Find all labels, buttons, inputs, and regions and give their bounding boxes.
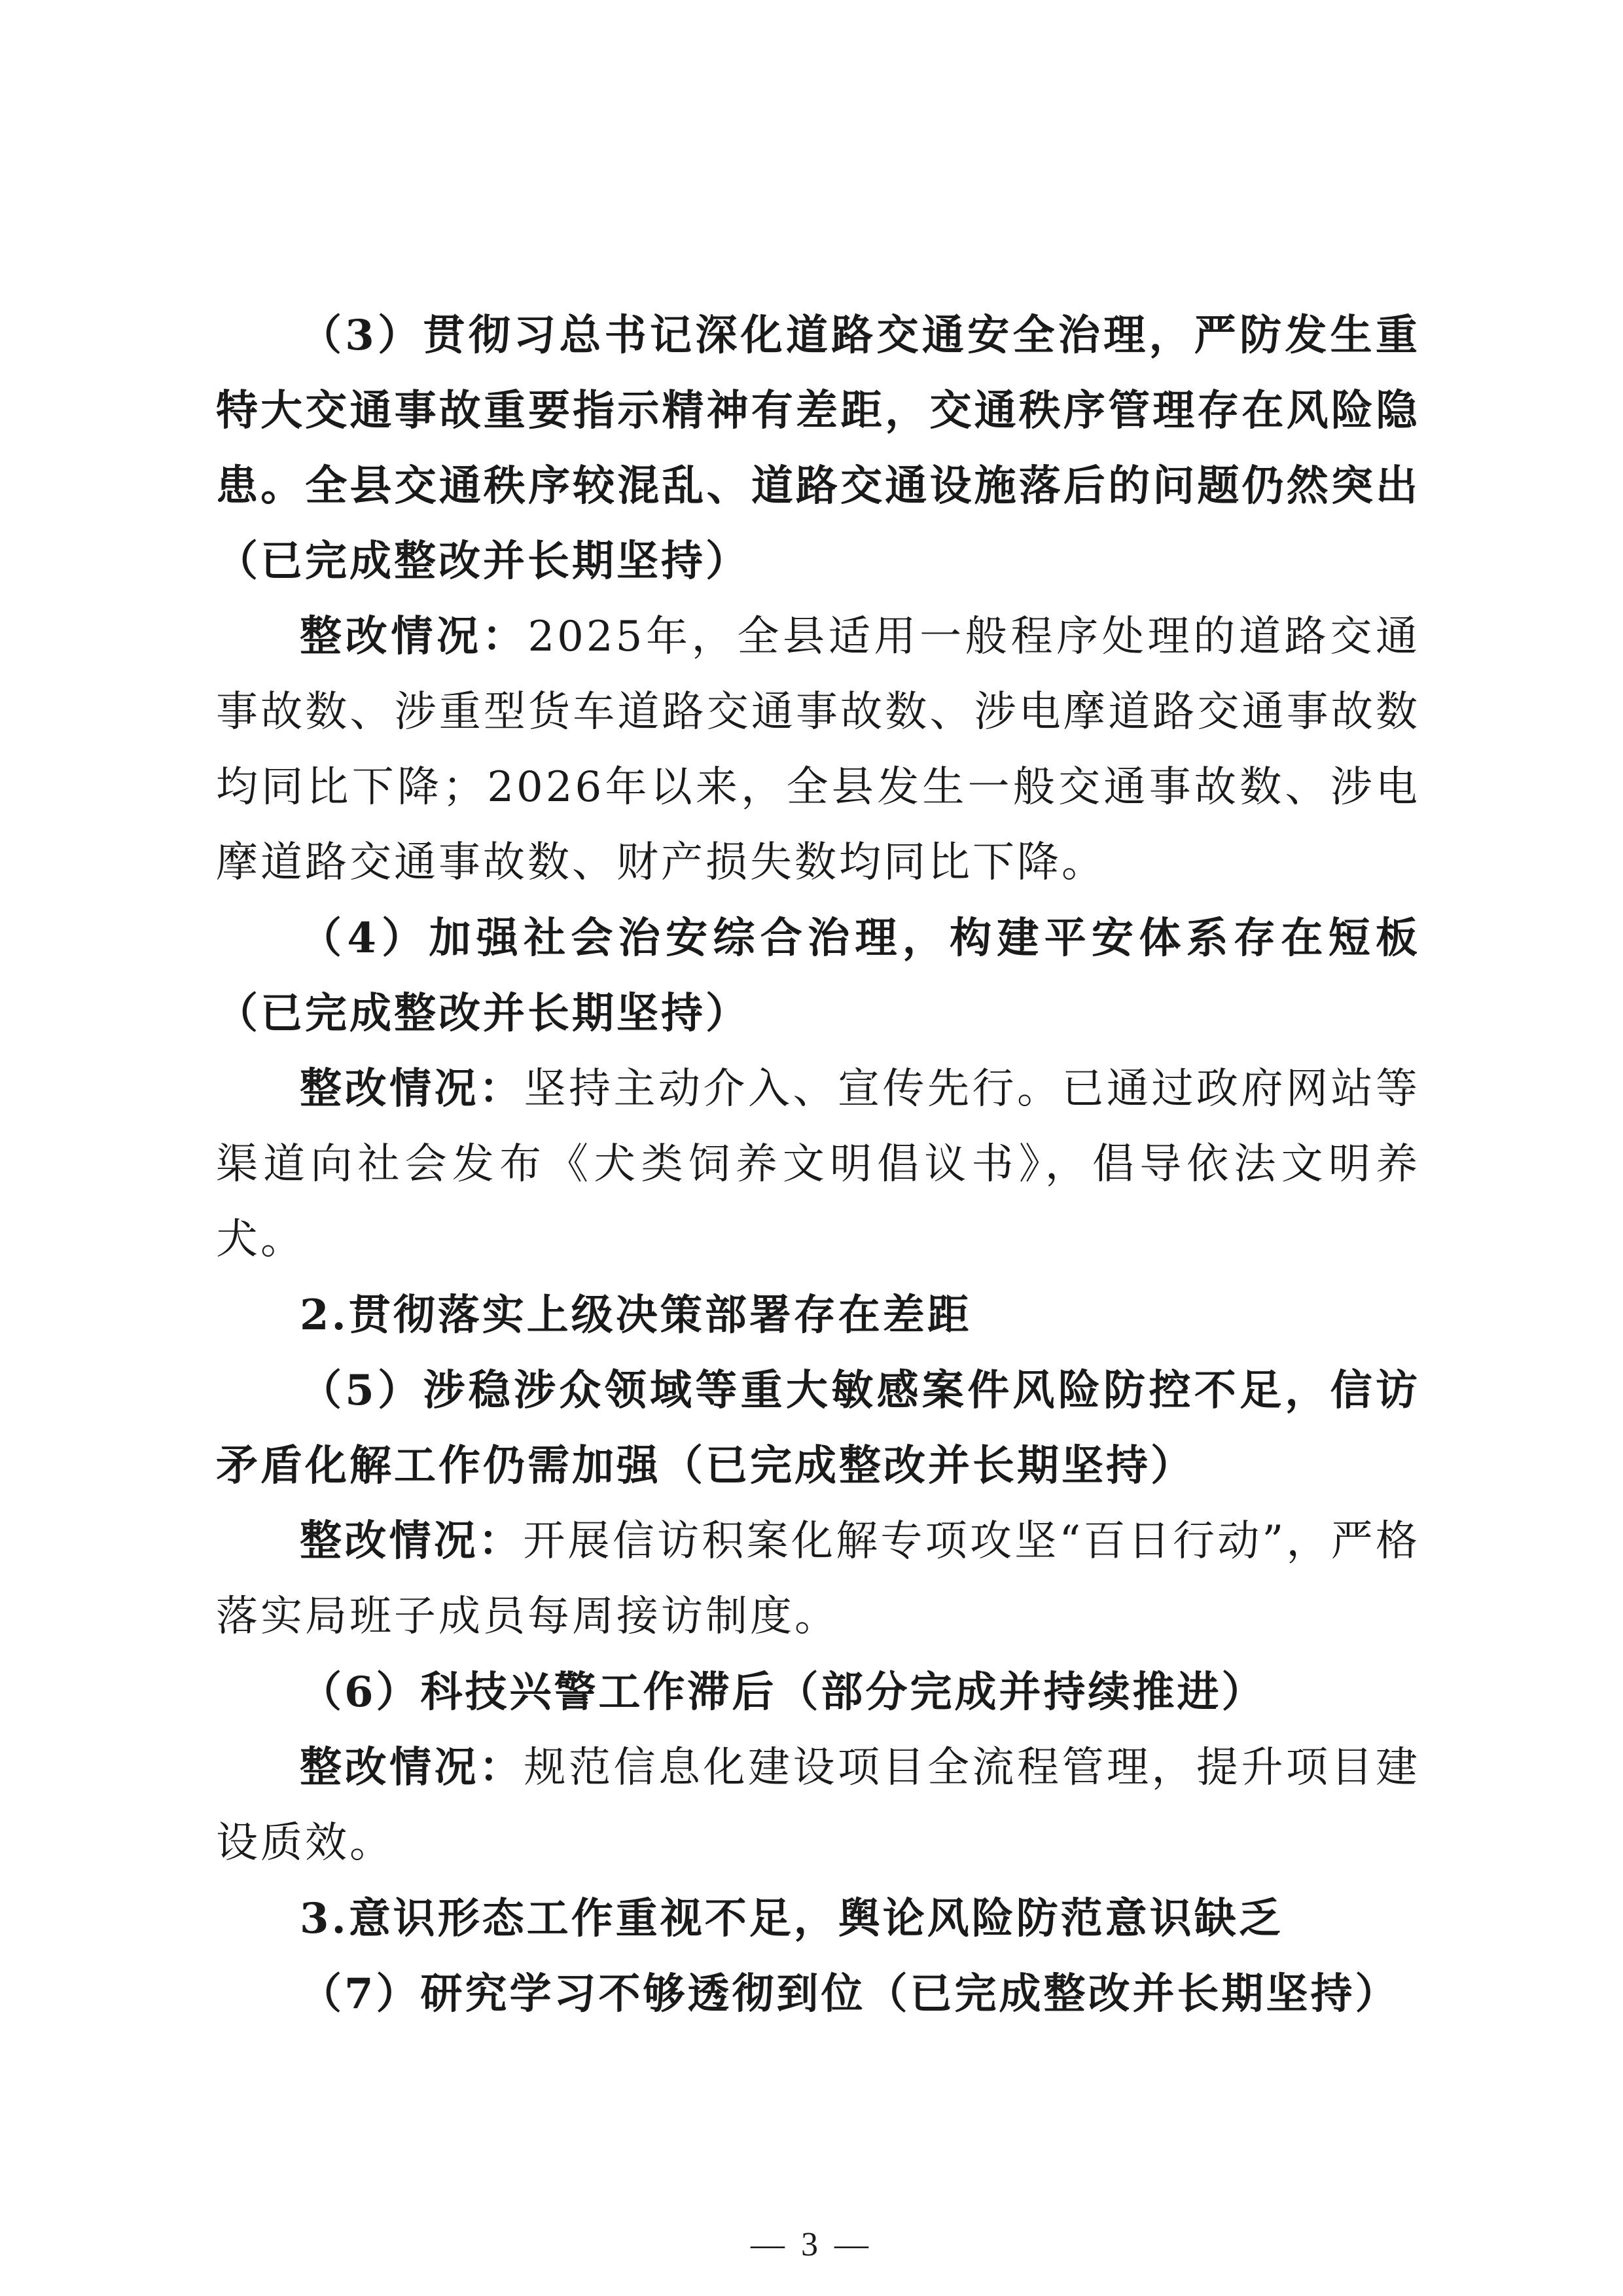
rectification-status-6	[216, 1730, 1420, 1881]
status-text: 规范信息化建设项目全流程管理，提升项目建设质效。	[216, 1744, 1420, 1867]
status-label: 整改情况：	[300, 1743, 524, 1792]
rectification-item-3: （3）贯彻习总书记深化道路交通安全治理，严防发生重特大交通事故重要指示精神有差距，交通秩序管理存在风险隐患。全县交通秩序较混乱、道路交通设施落后的问题仍然突出（已完成整改并长期坚持）	[216, 311, 1420, 586]
section-heading-2: 2.贯彻落实上级决策部署存在差距	[300, 1291, 972, 1340]
status-text: 2025年，全县适用一般程序处理的道路交通事故数、涉重型货车道路交通事故数、涉电摩道路交通事故数均同比下降；2026年以来，全县发生一般交通事故数、涉电摩道路交通事故数、财产损失数均同比下降。	[216, 613, 1420, 887]
rectification-item-6: （6）科技兴警工作滞后（部分完成并持续推进）	[300, 1668, 1266, 1717]
rectification-item-5: （5）涉稳涉众领域等重大敏感案件风险防控不足，信访矛盾化解工作仍需加强（已完成整改并长期坚持）	[216, 1366, 1420, 1490]
status-label: 整改情况：	[300, 1516, 524, 1566]
status-text: 坚持主动介入、宣传先行。已通过政府网站等渠道向社会发布《犬类饲养文明倡议书》，倡导依法文明养犬。	[216, 1065, 1420, 1264]
rectification-status-3	[216, 599, 1420, 901]
document-body	[216, 298, 1420, 2032]
rectification-item-7: （7）研究学习不够透彻到位（已完成整改并长期坚持）	[300, 1969, 1400, 2018]
status-label: 整改情况：	[300, 612, 528, 661]
rectification-status-4	[216, 1051, 1420, 1278]
section-heading-3: 3.意识形态工作重视不足，舆论风险防范意识缺乏	[300, 1894, 1283, 1943]
rectification-status-5	[216, 1503, 1420, 1655]
rectification-item-4: （4）加强社会治安综合治理，构建平安体系存在短板（已完成整改并长期坚持）	[216, 914, 1420, 1038]
page-number: — 3 —	[751, 2226, 872, 2263]
status-label: 整改情况：	[300, 1064, 524, 1113]
status-text: 开展信访积案化解专项攻坚“百日行动”，严格落实局班子成员每周接访制度。	[216, 1517, 1420, 1641]
